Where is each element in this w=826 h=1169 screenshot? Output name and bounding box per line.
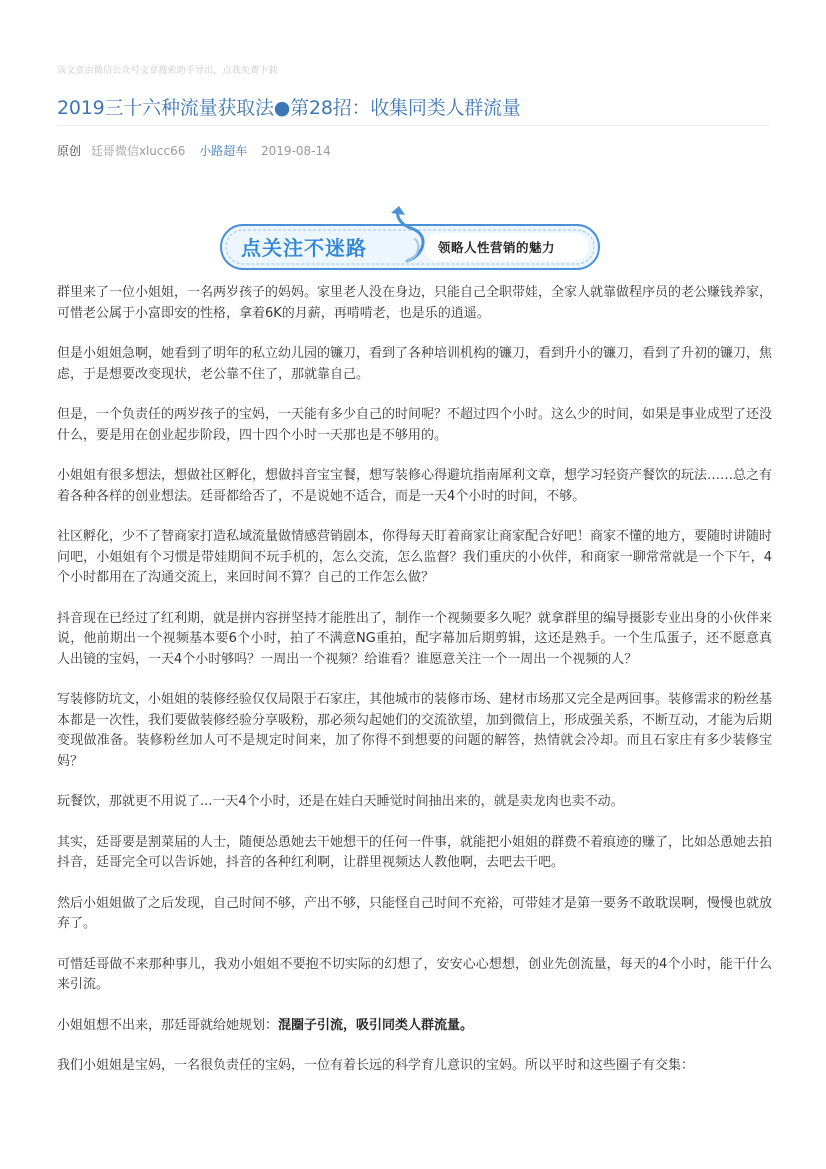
paragraph: 抖音现在已经过了红利期，就是拼内容拼坚持才能胜出了，制作一个视频要多久呢？就拿群里的编导摄影专业出身的小伙伴来说，他前期出一个视频基本要6个小时，拍了不满意NG重拍，配字幕加后期剪辑，这还是熟手。一个生瓜蛋子，还不愿意真人出镜的宝妈，一天4个小时够吗？一周出一个视频？给谁看？谁愿意关注一个一周出一个视频的人？ bbox=[57, 610, 773, 667]
follow-banner bbox=[219, 205, 601, 271]
export-watermark[interactable]: 该文章由微信公众号文章搜索助手导出，点我免费下载 bbox=[57, 66, 278, 76]
account-link[interactable]: 小路超车 bbox=[199, 144, 248, 158]
author-name: 廷哥微信xlucc66 bbox=[90, 144, 186, 158]
paragraph: 但是小姐姐急啊，她看到了明年的私立幼儿园的镰刀，看到了各种培训机构的镰刀，看到升小的镰刀，看到了升初的镰刀，焦虑，于是想要改变现状，老公靠不住了，那就靠自己。 bbox=[57, 346, 773, 382]
article-meta bbox=[57, 142, 341, 159]
paragraph: 然后小姐姐做了之后发现，自己时间不够，产出不够，只能怪自己时间不充裕，可带娃才是第一要务不敢耽误啊，慢慢也就放弃了。 bbox=[57, 895, 773, 931]
article-body bbox=[57, 283, 772, 1097]
paragraph: 群里来了一位小姐姐，一名两岁孩子的妈妈。家里老人没在身边，只能自己全职带娃，全家人就靠做程序员的老公赚钱养家，可惜老公属于小富即安的性格，拿着6K的月薪，再啃啃老，也是乐的逍遥。 bbox=[57, 285, 773, 321]
paragraph: 我们小姐姐是宝妈，一名很负责任的宝妈，一位有着长远的科学育儿意识的宝妈。所以平时和这些圈子有交集： bbox=[57, 1058, 695, 1073]
paragraph: 小姐姐有很多想法，想做社区孵化，想做抖音宝宝餐，想写装修心得避坑指南犀利文章，想学习轻资产餐饮的玩法……总之有着各种各样的创业想法。廷哥都给否了，不是说她不适合，而是一天4个小时的时间，不够。 bbox=[57, 468, 773, 504]
plan-paragraph bbox=[57, 1016, 772, 1037]
title-divider bbox=[57, 125, 769, 126]
paragraph: 但是，一个负责任的两岁孩子的宝妈，一天能有多少自己的时间呢？不超过四个小时。这么少的时间，如果是事业成型了还没什么，要是用在创业起步阶段，四十四个小时一天那也是不够用的。 bbox=[57, 407, 773, 443]
banner-sub-text: 领略人性营销的魅力 bbox=[438, 240, 556, 255]
paragraph: 其实，廷哥要是割菜届的人士，随便怂恿她去干她想干的任何一件事，就能把小姐姐的群费不着痕迹的赚了，比如怂恿她去拍抖音，廷哥完全可以告诉她，抖音的各种红利啊，让群里视频达人教他啊，去吧去干吧。 bbox=[57, 834, 773, 870]
publish-date: 2019-08-14 bbox=[261, 144, 331, 158]
paragraph: 写装修防坑文，小姐姐的装修经验仅仅局限于石家庄，其他城市的装修市场、建材市场那又完全是两回事。装修需求的粉丝基本都是一次性，我们要做装修经验分享吸粉，那必须勾起她们的交流欲望，加到微信上，形成强关系，不断互动，才能为后期变现做准备。装修粉丝加人可不是规定时间来，加了你得不到想要的问题的解答，热情就会冷却。而且石家庄有多少装修宝妈？ bbox=[57, 692, 773, 769]
article-title: 2019三十六种流量获取法●第28招：收集同类人群流量 bbox=[57, 97, 521, 119]
plan-highlight: 混圈子引流，吸引同类人群流量。 bbox=[278, 1017, 474, 1033]
paragraph: 玩餐饮，那就更不用说了...一天4个小时，还是在娃白天睡觉时间抽出来的，就是卖龙肉也卖不动。 bbox=[57, 794, 624, 809]
plan-intro: 小姐姐想不出来，那廷哥就给她规划： bbox=[57, 1017, 279, 1033]
original-tag: 原创 bbox=[57, 144, 82, 158]
banner-main-text: 点关注不迷路 bbox=[241, 236, 367, 260]
paragraph: 社区孵化，少不了替商家打造私域流量做情感营销剧本，你得每天盯着商家让商家配合好吧！商家不懂的地方，要随时讲随时问吧，小姐姐有个习惯是带娃期间不玩手机的，怎么交流，怎么监督？我们重庆的小伙伴，和商家一聊常常就是一个下午，4个小时都用在了沟通交流上，来回时间不算？自己的工作怎么做？ bbox=[57, 529, 773, 585]
paragraph: 可惜廷哥做不来那种事儿，我劝小姐姐不要抱不切实际的幻想了，安安心心想想，创业先创流量，每天的4个小时，能干什么来引流。 bbox=[57, 956, 772, 992]
